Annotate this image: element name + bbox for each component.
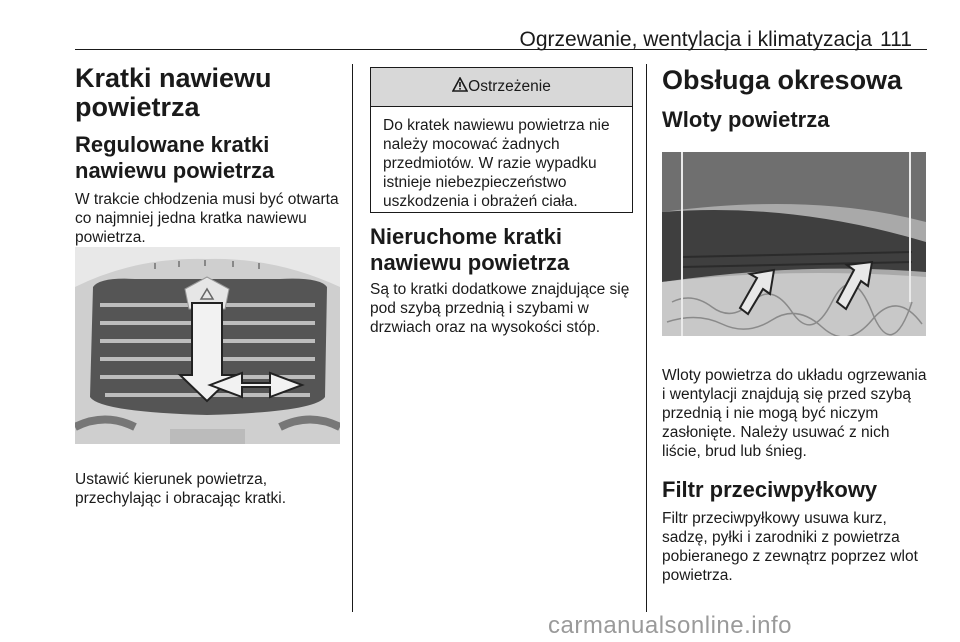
air-inlet-illustration (662, 152, 926, 336)
running-header: Ogrzewanie, wentylacja i klimatyzacja (519, 28, 872, 51)
section-paragraph: Są to kratki dodatkowe znajdujące się pod szybą przednią i szybami w drzwiach oraz na wysokości stóp. (370, 281, 630, 336)
column-divider (646, 64, 647, 612)
column-2-section (370, 224, 638, 337)
air-vent-figure (75, 247, 340, 444)
intro-paragraph: W trakcie chłodzenia musi być otwarta co najmniej jedna kratka nawiewu powietrza. (75, 191, 339, 246)
air-inlet-figure (662, 152, 926, 336)
subsection-title: Nieruchome kratki nawiewu powietrza (370, 224, 570, 275)
figure-text: Wloty powietrza do układu ogrzewania i wentylacji znajdują się przed szybą przednią i nie mogą być niczym zasłonięte. Należy usuwać z nich liście, brud lub śnieg. (662, 367, 927, 460)
column-3-body (662, 366, 932, 585)
subsection-title: Filtr przeciwpyłkowy (662, 477, 878, 502)
section-title: Obsługa okresowa (662, 65, 903, 95)
warning-title: Ostrzeżenie (468, 78, 551, 95)
subsection-title: Wloty powietrza (662, 107, 830, 132)
column-1 (75, 64, 345, 247)
filter-paragraph: Filtr przeciwpyłkowy usuwa kurz, sadzę, pyłki i zarodniki z powietrza pobieranego z zewnątrz poprzez wlot powietrza. (662, 510, 918, 584)
warning-triangle-icon (452, 77, 468, 97)
header-rule (75, 49, 927, 50)
air-vent-illustration (75, 247, 340, 444)
warning-text: Do kratek nawiewu powietrza nie należy mocować żadnych przedmiotów. W razie wypadku istnieje niebezpieczeństwo uszkodzenia i obrażeń ciała. (383, 117, 610, 210)
warning-box (370, 67, 633, 213)
subsection-title: Regulowane kratki nawiewu powietrza (75, 132, 275, 183)
column-3-header (662, 66, 932, 133)
section-title: Kratki nawiewu powietrza (75, 63, 272, 122)
page-number: 111 (880, 28, 912, 51)
watermark[interactable]: carmanualsonline.info (548, 612, 792, 639)
warning-header (371, 68, 632, 107)
column-divider (352, 64, 353, 612)
figure-caption: Ustawić kierunek powietrza, przechylając i obracając kratki. (75, 471, 287, 507)
